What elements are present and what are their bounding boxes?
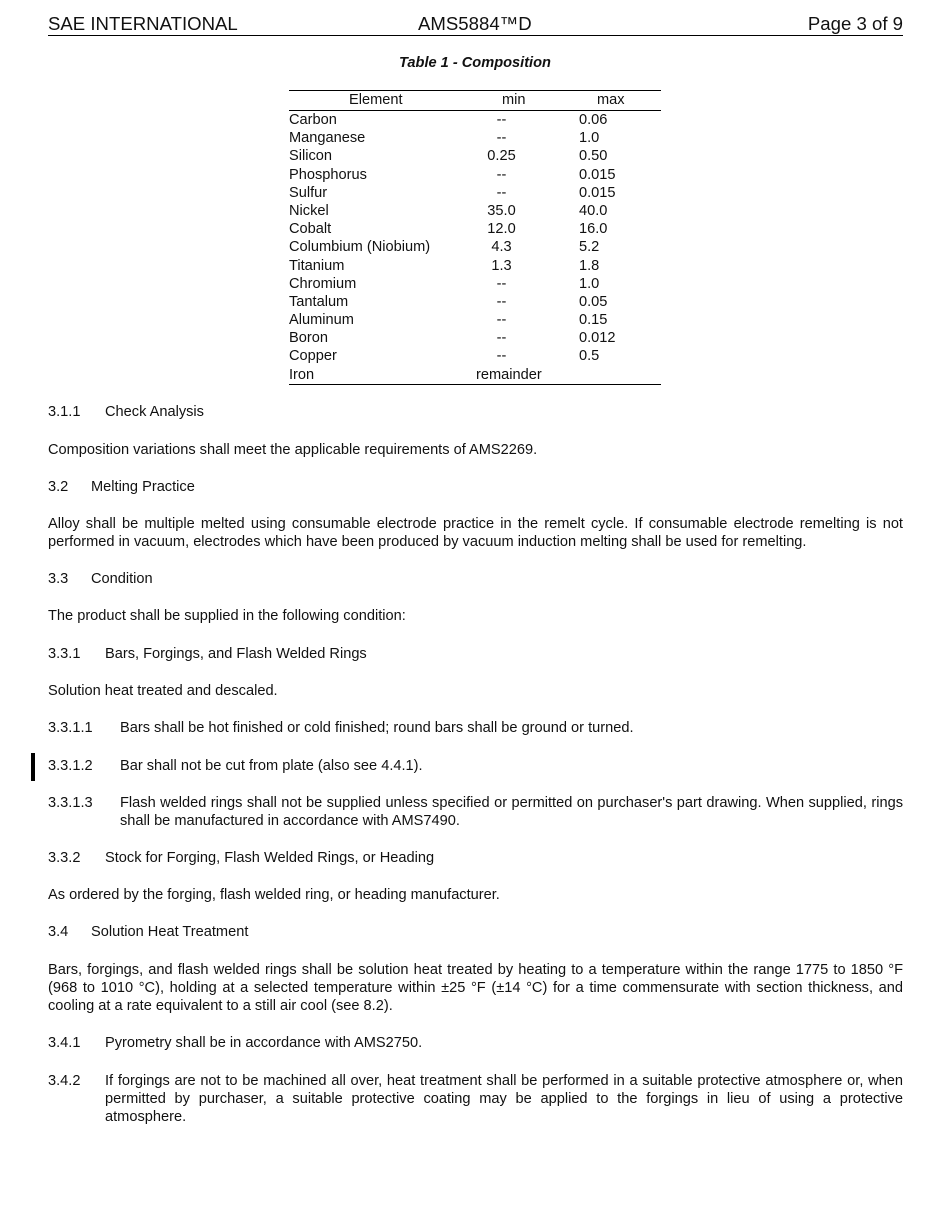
element-name: Tantalum	[289, 293, 349, 310]
table-row	[289, 129, 661, 147]
paragraph: Solution heat treated and descaled.	[48, 683, 278, 699]
table-row	[289, 257, 661, 275]
clause-text: Bars shall be hot finished or cold finished; round bars shall be ground or turned.	[120, 720, 634, 736]
clause-text: Bar shall not be cut from plate (also see 4.4.1).	[120, 758, 423, 774]
section-number: 3.4.1	[48, 1035, 81, 1051]
table-row	[289, 111, 661, 129]
table-row	[289, 311, 661, 329]
element-max: 1.8	[579, 257, 600, 274]
paragraph: Composition variations shall meet the applicable requirements of AMS2269.	[48, 442, 538, 458]
table-row	[289, 293, 661, 311]
element-min: --	[496, 312, 507, 329]
table-row	[289, 275, 661, 293]
paragraph: Alloy shall be multiple melted using consumable electrode practice in the remelt cycle. If consumable electrode remelting is not performed in vacuum, electrodes which have been produced by vacuum induction melting shall be used for remelting.	[48, 516, 903, 551]
element-max: 1.0	[579, 275, 600, 292]
element-max: 0.05	[579, 293, 608, 310]
element-name: Columbium (Niobium)	[289, 239, 431, 256]
header-document-number: AMS5884™D	[418, 13, 532, 34]
header-page-number: Page 3 of 9	[807, 13, 903, 34]
header-organization: SAE INTERNATIONAL	[48, 13, 238, 34]
element-name: Chromium	[289, 275, 357, 292]
element-max: 0.15	[579, 312, 608, 329]
element-name: Boron	[289, 330, 328, 347]
paragraph: The product shall be supplied in the following condition:	[48, 608, 406, 624]
element-name: Manganese	[289, 130, 366, 147]
element-max: 5.2	[579, 239, 600, 256]
section-title: Check Analysis	[105, 404, 204, 420]
clause-text: If forgings are not to be machined all over, heat treatment shall be performed in a suitable protective atmosphere or, when permitted by purchaser, a suitable protective coating may be applied to the forgings in lieu of using a protective atmosphere.	[105, 1073, 903, 1126]
table-row-iron	[289, 366, 661, 384]
section-number: 3.4.2	[48, 1073, 81, 1089]
element-min: --	[496, 130, 507, 147]
element-max: 40.0	[579, 202, 608, 219]
table-row	[289, 147, 661, 165]
element-name: Phosphorus	[289, 166, 367, 183]
element-remainder: remainder	[476, 366, 542, 383]
element-max: 0.015	[579, 166, 616, 183]
clause-text: Pyrometry shall be in accordance with AMS2750.	[105, 1035, 423, 1051]
paragraph: As ordered by the forging, flash welded ring, or heading manufacturer.	[48, 887, 500, 903]
element-min: 4.3	[491, 239, 512, 256]
table-row	[289, 238, 661, 256]
column-header-min: min	[502, 92, 526, 108]
section-title: Solution Heat Treatment	[91, 924, 249, 940]
section-number: 3.4	[48, 924, 69, 940]
element-min: 1.3	[491, 257, 512, 274]
element-name: Cobalt	[289, 221, 332, 238]
section-number: 3.3	[48, 571, 69, 587]
element-min: --	[496, 293, 507, 310]
table-row	[289, 347, 661, 365]
paragraph: Bars, forgings, and flash welded rings shall be solution heat treated by heating to a temperature within the range 1775 to 1850 °F (968 to 1010 °C), holding at a selected temperature within ±25 °F (±14 °C) for a time commensurate with section thickness, and cooling at a rate equivalent to a still air cool (see 8.2).	[48, 962, 903, 1015]
table-row	[289, 184, 661, 202]
table-row	[289, 202, 661, 220]
section-number: 3.3.2	[48, 850, 81, 866]
element-min: --	[496, 330, 507, 347]
element-min: --	[496, 112, 507, 128]
table-row	[289, 329, 661, 347]
element-name: Titanium	[289, 257, 345, 274]
element-name: Silicon	[289, 148, 332, 165]
element-max: 0.5	[579, 348, 600, 365]
clause-text: Flash welded rings shall not be supplied unless specified or permitted on purchaser's part drawing. When supplied, rings shall be manufactured in accordance with AMS7490.	[120, 795, 903, 830]
section-number: 3.1.1	[48, 404, 81, 420]
element-name: Sulfur	[289, 184, 328, 201]
section-number: 3.3.1.3	[48, 795, 93, 811]
table-row	[289, 166, 661, 184]
section-title: Stock for Forging, Flash Welded Rings, or Heading	[105, 850, 435, 866]
element-max: 0.015	[579, 184, 616, 201]
section-number: 3.2	[48, 479, 69, 495]
element-max: 0.012	[579, 330, 616, 347]
element-name: Iron	[289, 366, 315, 383]
element-name: Carbon	[289, 112, 337, 128]
element-name: Copper	[289, 348, 337, 365]
column-header-element: Element	[349, 92, 403, 108]
section-title: Bars, Forgings, and Flash Welded Rings	[105, 646, 367, 662]
page-header	[48, 13, 903, 36]
composition-table	[289, 90, 661, 385]
element-min: 0.25	[487, 148, 516, 165]
section-number: 3.3.1.2	[48, 758, 93, 774]
element-max: 1.0	[579, 130, 600, 147]
table-header-row	[289, 91, 661, 111]
element-min: --	[496, 348, 507, 365]
section-number: 3.3.1.1	[48, 720, 93, 736]
element-name: Aluminum	[289, 312, 354, 329]
change-bar	[31, 753, 35, 781]
section-title: Condition	[91, 571, 153, 587]
element-max: 0.50	[579, 148, 608, 165]
element-min: 12.0	[487, 221, 516, 238]
element-min: --	[496, 166, 507, 183]
element-max: 16.0	[579, 221, 608, 238]
table-body	[289, 111, 661, 366]
section-number: 3.3.1	[48, 646, 81, 662]
table-row	[289, 220, 661, 238]
section-title: Melting Practice	[91, 479, 195, 495]
table-caption: Table 1 - Composition	[399, 55, 551, 71]
element-min: --	[496, 275, 507, 292]
column-header-max: max	[597, 92, 625, 108]
element-min: 35.0	[487, 202, 516, 219]
element-max: 0.06	[579, 112, 608, 128]
element-min: --	[496, 184, 507, 201]
element-name: Nickel	[289, 202, 329, 219]
